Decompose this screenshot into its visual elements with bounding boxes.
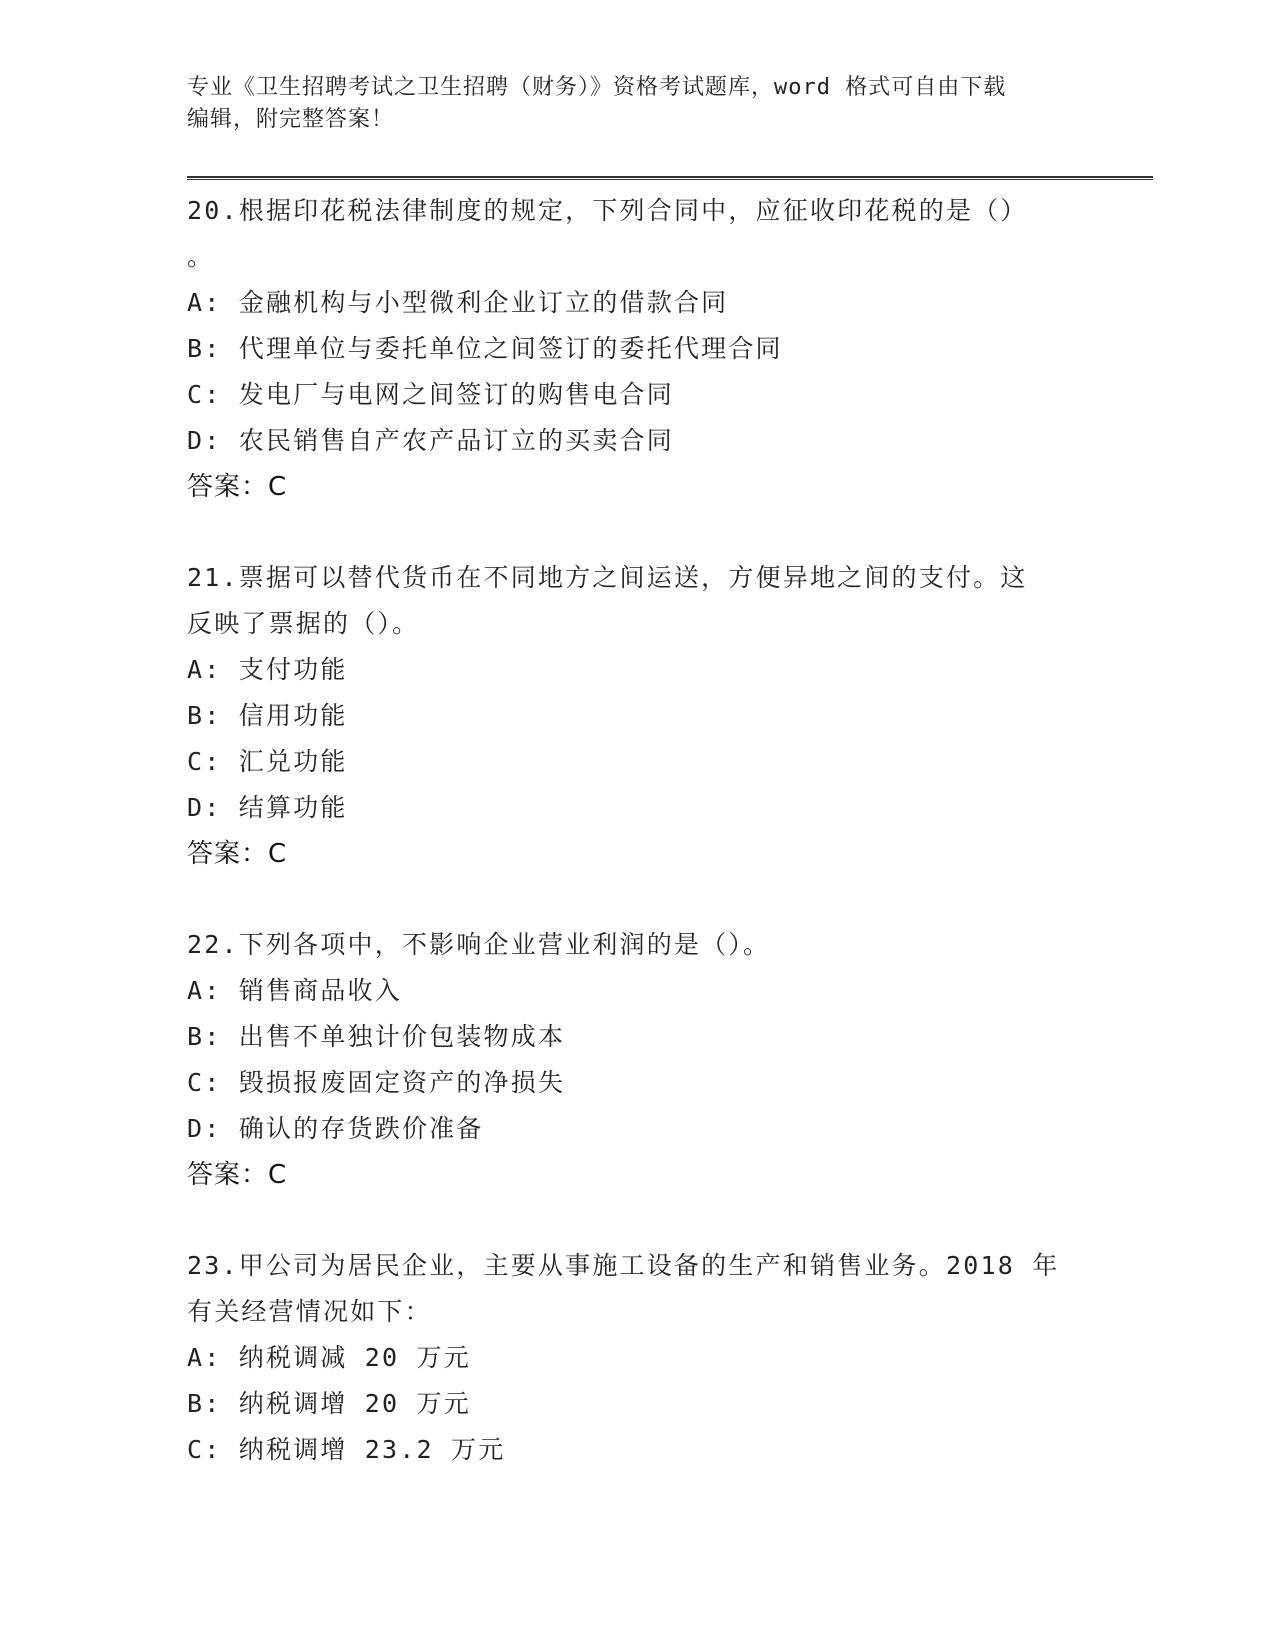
option-a: A: 纳税调减 20 万元: [187, 1343, 471, 1372]
question-stem-line: 23.甲公司为居民企业，主要从事施工设备的生产和销售业务。2018 年: [187, 1251, 1060, 1280]
header-divider: [187, 176, 1153, 180]
option-d: D: 确认的存货跌价准备: [187, 1114, 484, 1143]
question-21: [187, 555, 1087, 877]
option-a: A: 销售商品收入: [187, 976, 402, 1005]
option-c: C: 发电厂与电网之间签订的购售电合同: [187, 380, 674, 409]
option-b: B: 出售不单独计价包装物成本: [187, 1022, 566, 1051]
option-b: B: 代理单位与委托单位之间签订的委托代理合同: [187, 334, 783, 363]
header-line-1: 专业《卫生招聘考试之卫生招聘（财务）》资格考试题库，word 格式可自由下载: [187, 75, 1007, 100]
question-stem-line: 反映了票据的（）。: [187, 609, 420, 638]
answer-label: 答案：C: [187, 839, 288, 869]
question-stem-line: 20.根据印花税法律制度的规定，下列合同中，应征收印花税的是（）: [187, 196, 1028, 225]
header-line-2: 编辑，附完整答案！: [187, 107, 395, 132]
question-list: [187, 188, 1087, 1518]
option-c: C: 纳税调增 23.2 万元: [187, 1435, 506, 1464]
question-22: [187, 922, 1087, 1198]
question-stem-line: 22.下列各项中，不影响企业营业利润的是（）。: [187, 930, 771, 959]
question-20: [187, 188, 1087, 510]
option-d: D: 农民销售自产农产品订立的买卖合同: [187, 426, 674, 455]
question-23: [187, 1243, 1087, 1473]
document-header: [187, 72, 1087, 136]
option-a: A: 金融机构与小型微利企业订立的借款合同: [187, 288, 729, 317]
option-c: C: 汇兑功能: [187, 747, 348, 776]
answer-label: 答案：C: [187, 1160, 288, 1190]
option-b: B: 信用功能: [187, 701, 348, 730]
option-b: B: 纳税调增 20 万元: [187, 1389, 471, 1418]
question-stem-line: 。: [187, 242, 215, 271]
question-stem-line: 21.票据可以替代货币在不同地方之间运送，方便异地之间的支付。这: [187, 563, 1028, 592]
answer-label: 答案：C: [187, 472, 288, 502]
question-stem-line: 有关经营情况如下：: [187, 1297, 432, 1326]
option-d: D: 结算功能: [187, 793, 348, 822]
option-a: A: 支付功能: [187, 655, 348, 684]
option-c: C: 毁损报废固定资产的净损失: [187, 1068, 566, 1097]
